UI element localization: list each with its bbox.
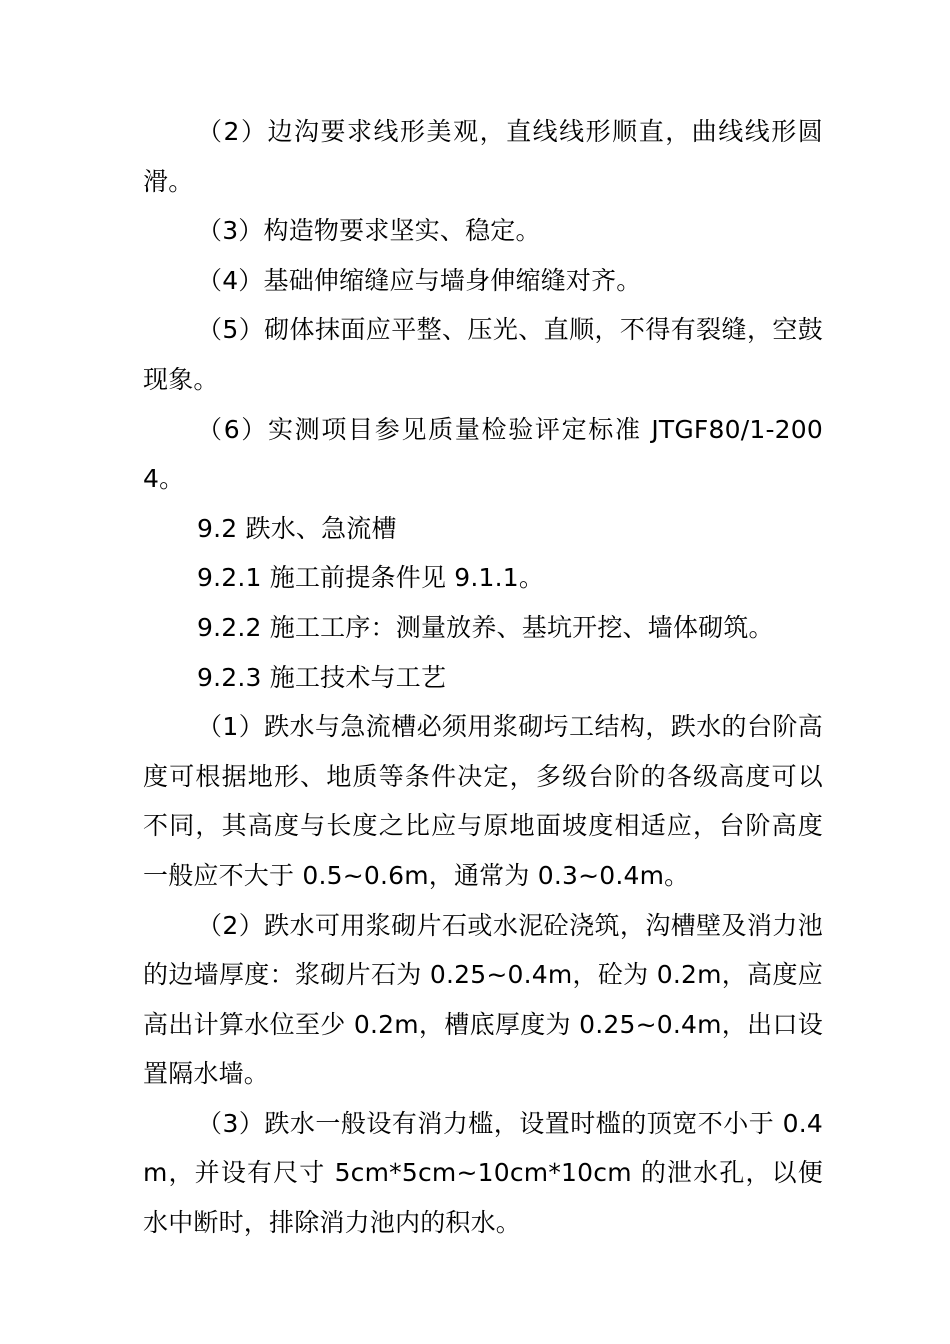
paragraph-drop-structure-masonry: （1）跌水与急流槽必须用浆砌圬工结构，跌水的台阶高度可根据地形、地质等条件决定，多级台阶的各级高度可以不同，其高度与长度之比应与原地面坡度相适应，台阶高度一般应不大于 0.5~0.6m，通常为 0.3~0.4m。 bbox=[143, 712, 823, 890]
section-heading-9-2-3: 9.2.3 施工技术与工艺 bbox=[197, 662, 447, 692]
paragraph-expansion-joints: （4）基础伸缩缝应与墙身伸缩缝对齐。 bbox=[197, 265, 642, 295]
section-heading-9-2-1: 9.2.1 施工前提条件见 9.1.1。 bbox=[197, 563, 545, 593]
document-page bbox=[143, 107, 823, 1248]
section-heading-9-2-2: 9.2.2 施工工序：测量放养、基坑开挖、墙体砌筑。 bbox=[197, 612, 774, 642]
paragraph-drop-wall-thickness: （2）跌水可用浆砌片石或水泥砼浇筑，沟槽壁及消力池的边墙厚度：浆砌片石为 0.25~0.4m，砼为 0.2m，高度应高出计算水位至少 0.2m，槽底厚度为 0.25~0.4m，出口设置隔水墙。 bbox=[143, 910, 823, 1089]
paragraph-structure-stability: （3）构造物要求坚实、稳定。 bbox=[197, 216, 541, 246]
paragraph-energy-dissipation-sill: （3）跌水一般设有消力槛，设置时槛的顶宽不小于 0.4m，并设有尺寸 5cm*5cm~10cm*10cm 的泄水孔，以便水中断时，排除消力池内的积水。 bbox=[143, 1108, 823, 1238]
section-heading-9-2: 9.2 跌水、急流槽 bbox=[197, 513, 397, 543]
paragraph-inspection-standard: （6）实测项目参见质量检验评定标准 JTGF80/1-2004。 bbox=[143, 414, 823, 494]
paragraph-masonry-surface: （5）砌体抹面应平整、压光、直顺，不得有裂缝，空鼓现象。 bbox=[143, 315, 823, 394]
paragraph-ditch-alignment: （2）边沟要求线形美观，直线线形顺直，曲线线形圆滑。 bbox=[143, 117, 823, 196]
